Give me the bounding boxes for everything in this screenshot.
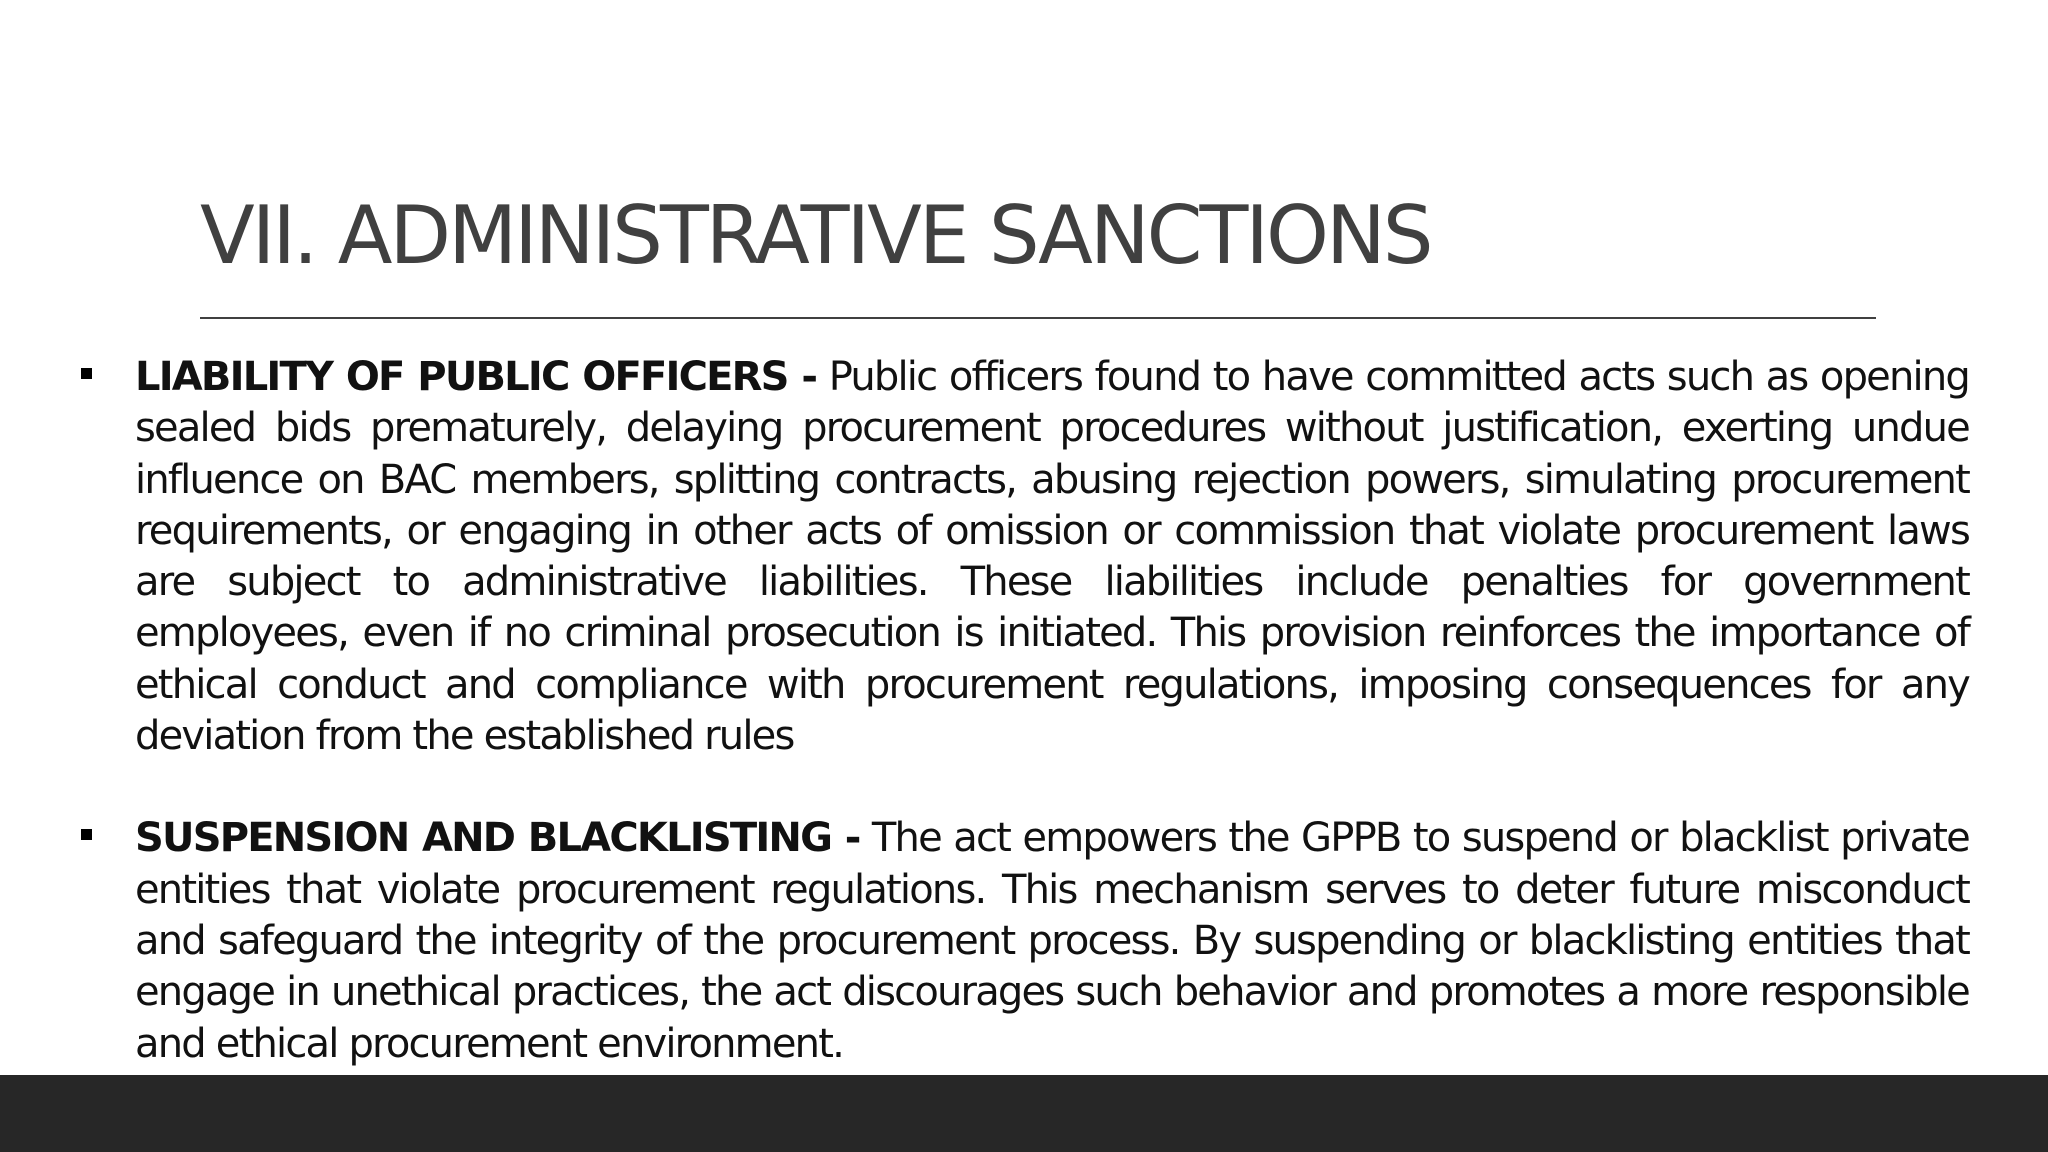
bullet-item-suspension (76, 813, 1969, 1069)
bullet-body: The act empowers the GPPB to suspend or blacklist private entities that violate procurement regulations. This mechanism serves to deter future misconduct and safeguard the integrity of the procurement process. By suspending or blacklisting entities that engage in unethical practices, the act discourages such behavior and promotes a more responsible and ethical procurement environment. (135, 815, 1969, 1067)
bullet-heading: LIABILITY OF PUBLIC OFFICERS - (135, 354, 817, 400)
title-divider (200, 317, 1876, 319)
slide-title: VII. ADMINISTRATIVE SANCTIONS (200, 189, 1431, 282)
bullet-body: Public officers found to have committed acts such as opening sealed bids prematurely, delaying procurement procedures without justification, exerting undue influence on BAC members, splitting contracts, abusing rejection powers, simulating procurement requirements, or engaging in other acts of omission or commission that violate procurement laws are subject to administrative liabilities. These liabilities include penalties for government employees, even if no criminal prosecution is initiated. This provision reinforces the importance of ethical conduct and compliance with procurement regulations, imposing consequences for any deviation from the established rules (135, 354, 1969, 760)
square-bullet-icon (81, 829, 92, 840)
bullet-paragraph (135, 352, 1969, 762)
bullet-item-liability (76, 352, 1969, 762)
bullet-heading: SUSPENSION AND BLACKLISTING - (135, 815, 860, 862)
square-bullet-icon (81, 368, 92, 379)
bullet-list (76, 352, 1969, 1121)
bullet-paragraph (135, 813, 1969, 1069)
footer-bar (0, 1075, 2048, 1152)
